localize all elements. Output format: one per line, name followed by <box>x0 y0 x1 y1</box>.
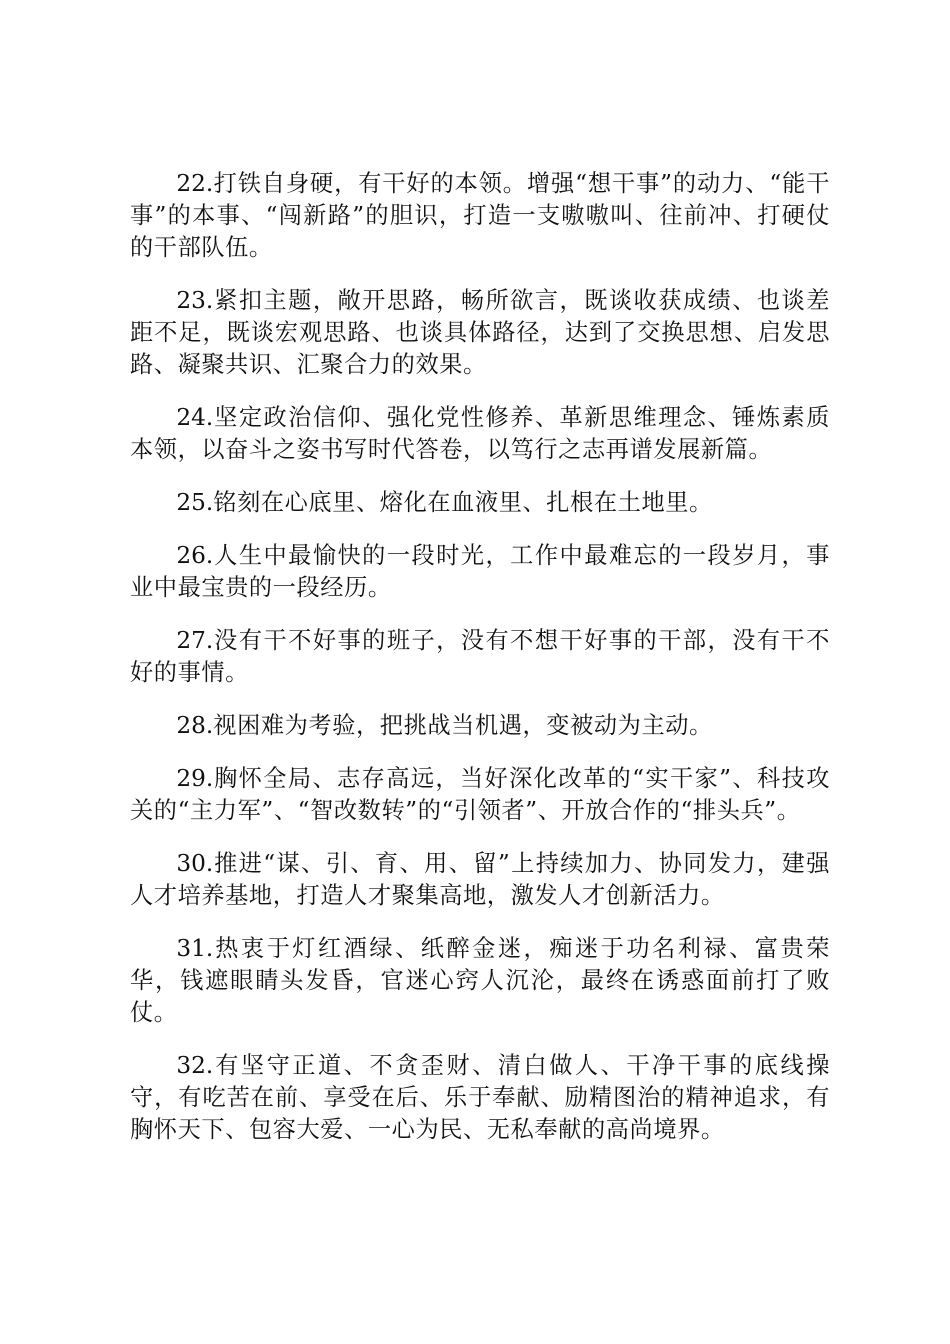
paragraph-23 <box>130 285 830 381</box>
paragraph-text: 人生中最愉快的一段时光，工作中最难忘的一段岁月，事业中最宝贵的一段经历。 <box>130 542 830 601</box>
paragraph-28 <box>130 710 830 742</box>
paragraph-number: 26. <box>176 542 214 569</box>
paragraph-22 <box>130 168 830 264</box>
paragraph-number: 28. <box>176 712 214 739</box>
paragraph-26 <box>130 540 830 604</box>
paragraph-30 <box>130 848 830 912</box>
paragraph-number: 22. <box>176 170 214 197</box>
paragraph-text: 紧扣主题，敞开思路，畅所欲言，既谈收获成绩、也谈差距不足，既谈宏观思路、也谈具体路径，达到了交换思想、启发思路、凝聚共识、汇聚合力的效果。 <box>130 287 830 378</box>
paragraph-25 <box>130 487 830 519</box>
paragraph-number: 29. <box>176 765 214 792</box>
paragraph-24 <box>130 402 830 466</box>
paragraph-27 <box>130 625 830 689</box>
paragraph-text: 热衷于灯红酒绿、纸醉金迷，痴迷于功名利禄、富贵荣华，钱遮眼睛头发昏，官迷心窍人沉沦，最终在诱惑面前打了败仗。 <box>130 935 830 1026</box>
paragraph-text: 铭刻在心底里、熔化在血液里、扎根在土地里。 <box>213 489 713 516</box>
document-body <box>130 168 830 1167</box>
paragraph-text: 坚定政治信仰、强化党性修养、革新思维理念、锤炼素质本领，以奋斗之姿书写时代答卷，以笃行之志再谱发展新篇。 <box>130 404 830 463</box>
paragraph-text: 推进“谋、引、育、用、留”上持续加力、协同发力，建强人才培养基地，打造人才聚集高地，激发人才创新活力。 <box>130 850 830 909</box>
paragraph-text: 视困难为考验，把挑战当机遇，变被动为主动。 <box>213 712 713 739</box>
paragraph-number: 23. <box>176 287 214 314</box>
paragraph-text: 胸怀全局、志存高远，当好深化改革的“实干家”、科技攻关的“主力军”、“智改数转”的“引领者”、开放合作的“排头兵”。 <box>130 765 830 824</box>
paragraph-text: 打铁自身硬，有干好的本领。增强“想干事”的动力、“能干事”的本事、“闯新路”的胆识，打造一支嗷嗷叫、往前冲、打硬仗的干部队伍。 <box>130 170 830 261</box>
paragraph-number: 27. <box>176 627 214 654</box>
paragraph-number: 30. <box>176 850 214 877</box>
paragraph-number: 32. <box>176 1052 214 1079</box>
paragraph-number: 25. <box>176 489 214 516</box>
paragraph-29 <box>130 763 830 827</box>
paragraph-text: 没有干不好事的班子，没有不想干好事的干部，没有干不好的事情。 <box>130 627 830 686</box>
paragraph-number: 31. <box>176 935 214 962</box>
paragraph-text: 有坚守正道、不贪歪财、清白做人、干净干事的底线操守，有吃苦在前、享受在后、乐于奉献、励精图治的精神追求，有胸怀天下、包容大爱、一心为民、无私奉献的高尚境界。 <box>130 1052 830 1143</box>
paragraph-32 <box>130 1050 830 1146</box>
paragraph-number: 24. <box>176 404 214 431</box>
paragraph-31 <box>130 933 830 1029</box>
